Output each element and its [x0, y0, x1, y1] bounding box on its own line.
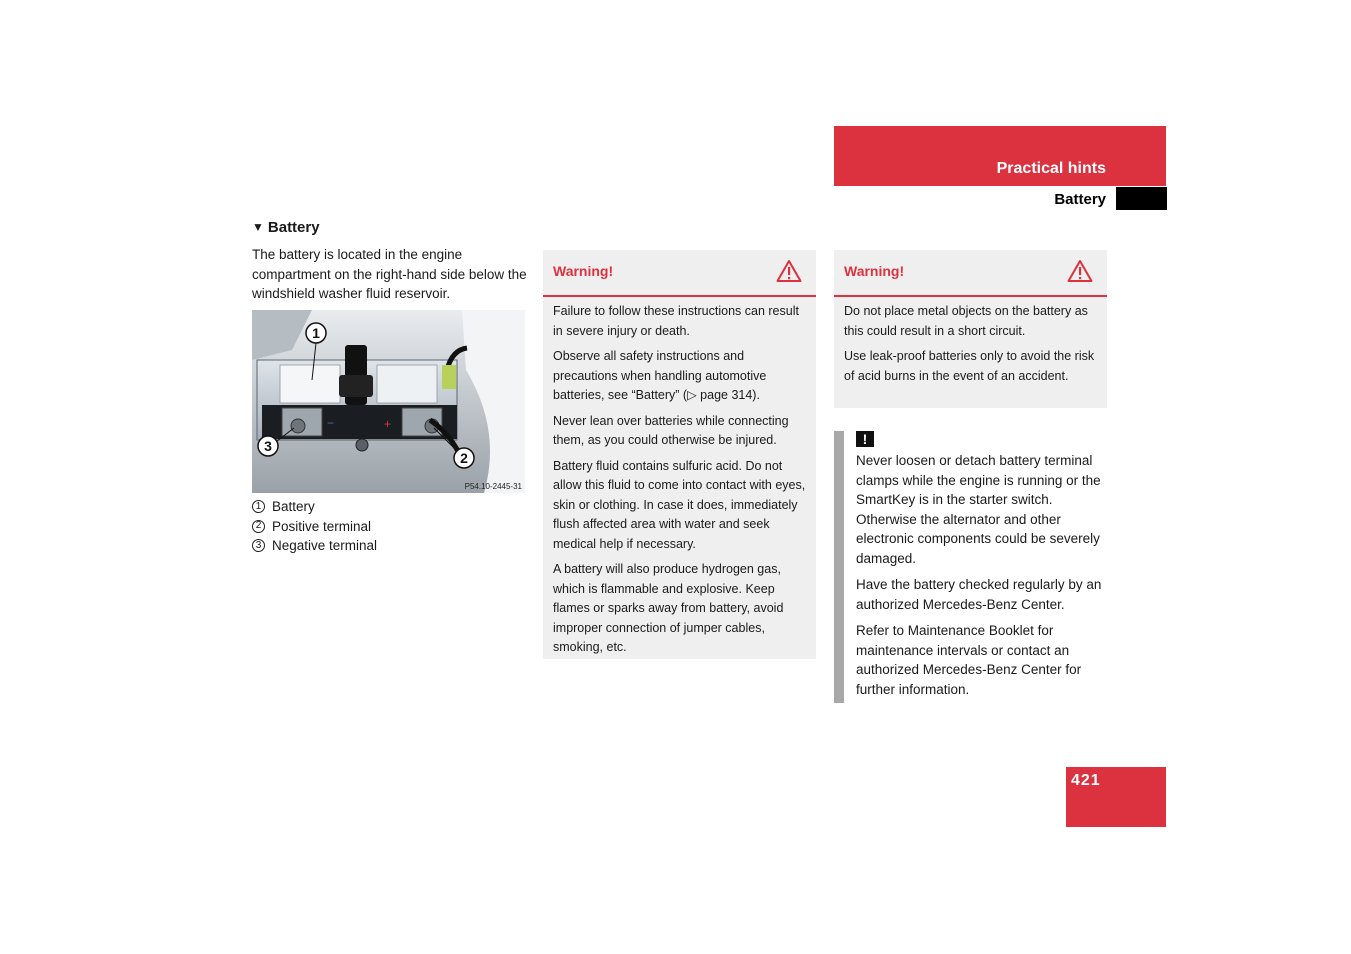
legend-label: Positive terminal — [272, 518, 372, 534]
callout-1: 1 — [312, 325, 320, 341]
warning-paragraph: A battery will also produce hydrogen gas, which is flammable and explosive. Keep flames or sparks away from battery, avoid improper connection of jumper cables, smoking, etc. — [553, 562, 784, 654]
note-bar — [834, 431, 844, 703]
legend-label: Battery — [272, 499, 315, 514]
note-paragraph: Refer to Maintenance Booklet for maintenance intervals or contact an authorized Mercedes-Benz Center for further information. — [856, 623, 1082, 697]
intro-text: The battery is located in the engine compartment on the right-hand side below the windshield washer fluid reservoir. — [252, 247, 527, 301]
page-number: 421 — [1071, 772, 1101, 789]
triangle-down-icon: ▼ — [252, 220, 264, 234]
warning-body — [834, 297, 1107, 392]
section-marker — [1116, 187, 1167, 210]
note-body — [856, 451, 1111, 706]
warning-triangle-icon — [1067, 259, 1093, 283]
warning-body — [543, 297, 816, 664]
legend-number: 3 — [252, 539, 265, 552]
warning-paragraph: Use leak-proof batteries only to avoid the risk of acid burns in the event of an accident. — [844, 349, 1095, 383]
section-heading — [252, 219, 320, 236]
warning-triangle-icon — [776, 259, 802, 283]
warning-header — [834, 250, 1107, 297]
battery-photo — [252, 310, 525, 493]
legend-item — [252, 517, 377, 537]
legend-number: 1 — [252, 500, 265, 513]
warning-paragraph: Battery fluid contains sulfuric acid. Do not allow this fluid to come into contact with eyes, skin or clothing. In case it does, immediately flush affected area with water and seek medical help if necessary. — [553, 458, 806, 551]
warning-paragraph: Failure to follow these instructions can result in severe injury or death. — [553, 304, 799, 338]
exclamation-icon: ! — [856, 431, 874, 447]
warning-paragraph: Do not place metal objects on the battery as this could result in a short circuit. — [844, 304, 1088, 338]
legend-number: 2 — [252, 520, 265, 533]
figure-legend — [252, 497, 377, 556]
warning-box-safety — [543, 250, 816, 659]
section-heading-text: Battery — [267, 219, 320, 236]
note-paragraph: Have the battery checked regularly by an authorized Mercedes-Benz Center. — [856, 577, 1102, 612]
warning-title: Warning! — [844, 263, 905, 279]
warning-paragraph: Never lean over batteries while connecting them, as you could otherwise be injured. — [553, 413, 789, 447]
warning-title: Warning! — [553, 263, 614, 279]
warning-header — [543, 250, 816, 297]
figure-code: P54.10-2445-31 — [464, 482, 522, 491]
warning-box-short-circuit — [834, 250, 1107, 408]
plus-mark: + — [384, 417, 392, 431]
warning-paragraph: Observe all safety instructions and precautions when handling automotive batteries, see “Battery” (▷ page 314). — [553, 349, 767, 402]
callout-3: 3 — [264, 438, 272, 454]
legend-item — [252, 497, 377, 517]
legend-item — [252, 536, 377, 556]
legend-label: Negative terminal — [272, 538, 378, 553]
minus-mark: − — [327, 416, 335, 430]
chapter-title: Practical hints — [996, 160, 1106, 177]
section-title: Battery — [1054, 191, 1106, 208]
callout-2: 2 — [460, 450, 468, 466]
note-paragraph: Never loosen or detach battery terminal clamps while the engine is running or the SmartKey is in the starter switch. Otherwise the alternator and other electronic components could be severely damaged. — [856, 453, 1101, 566]
